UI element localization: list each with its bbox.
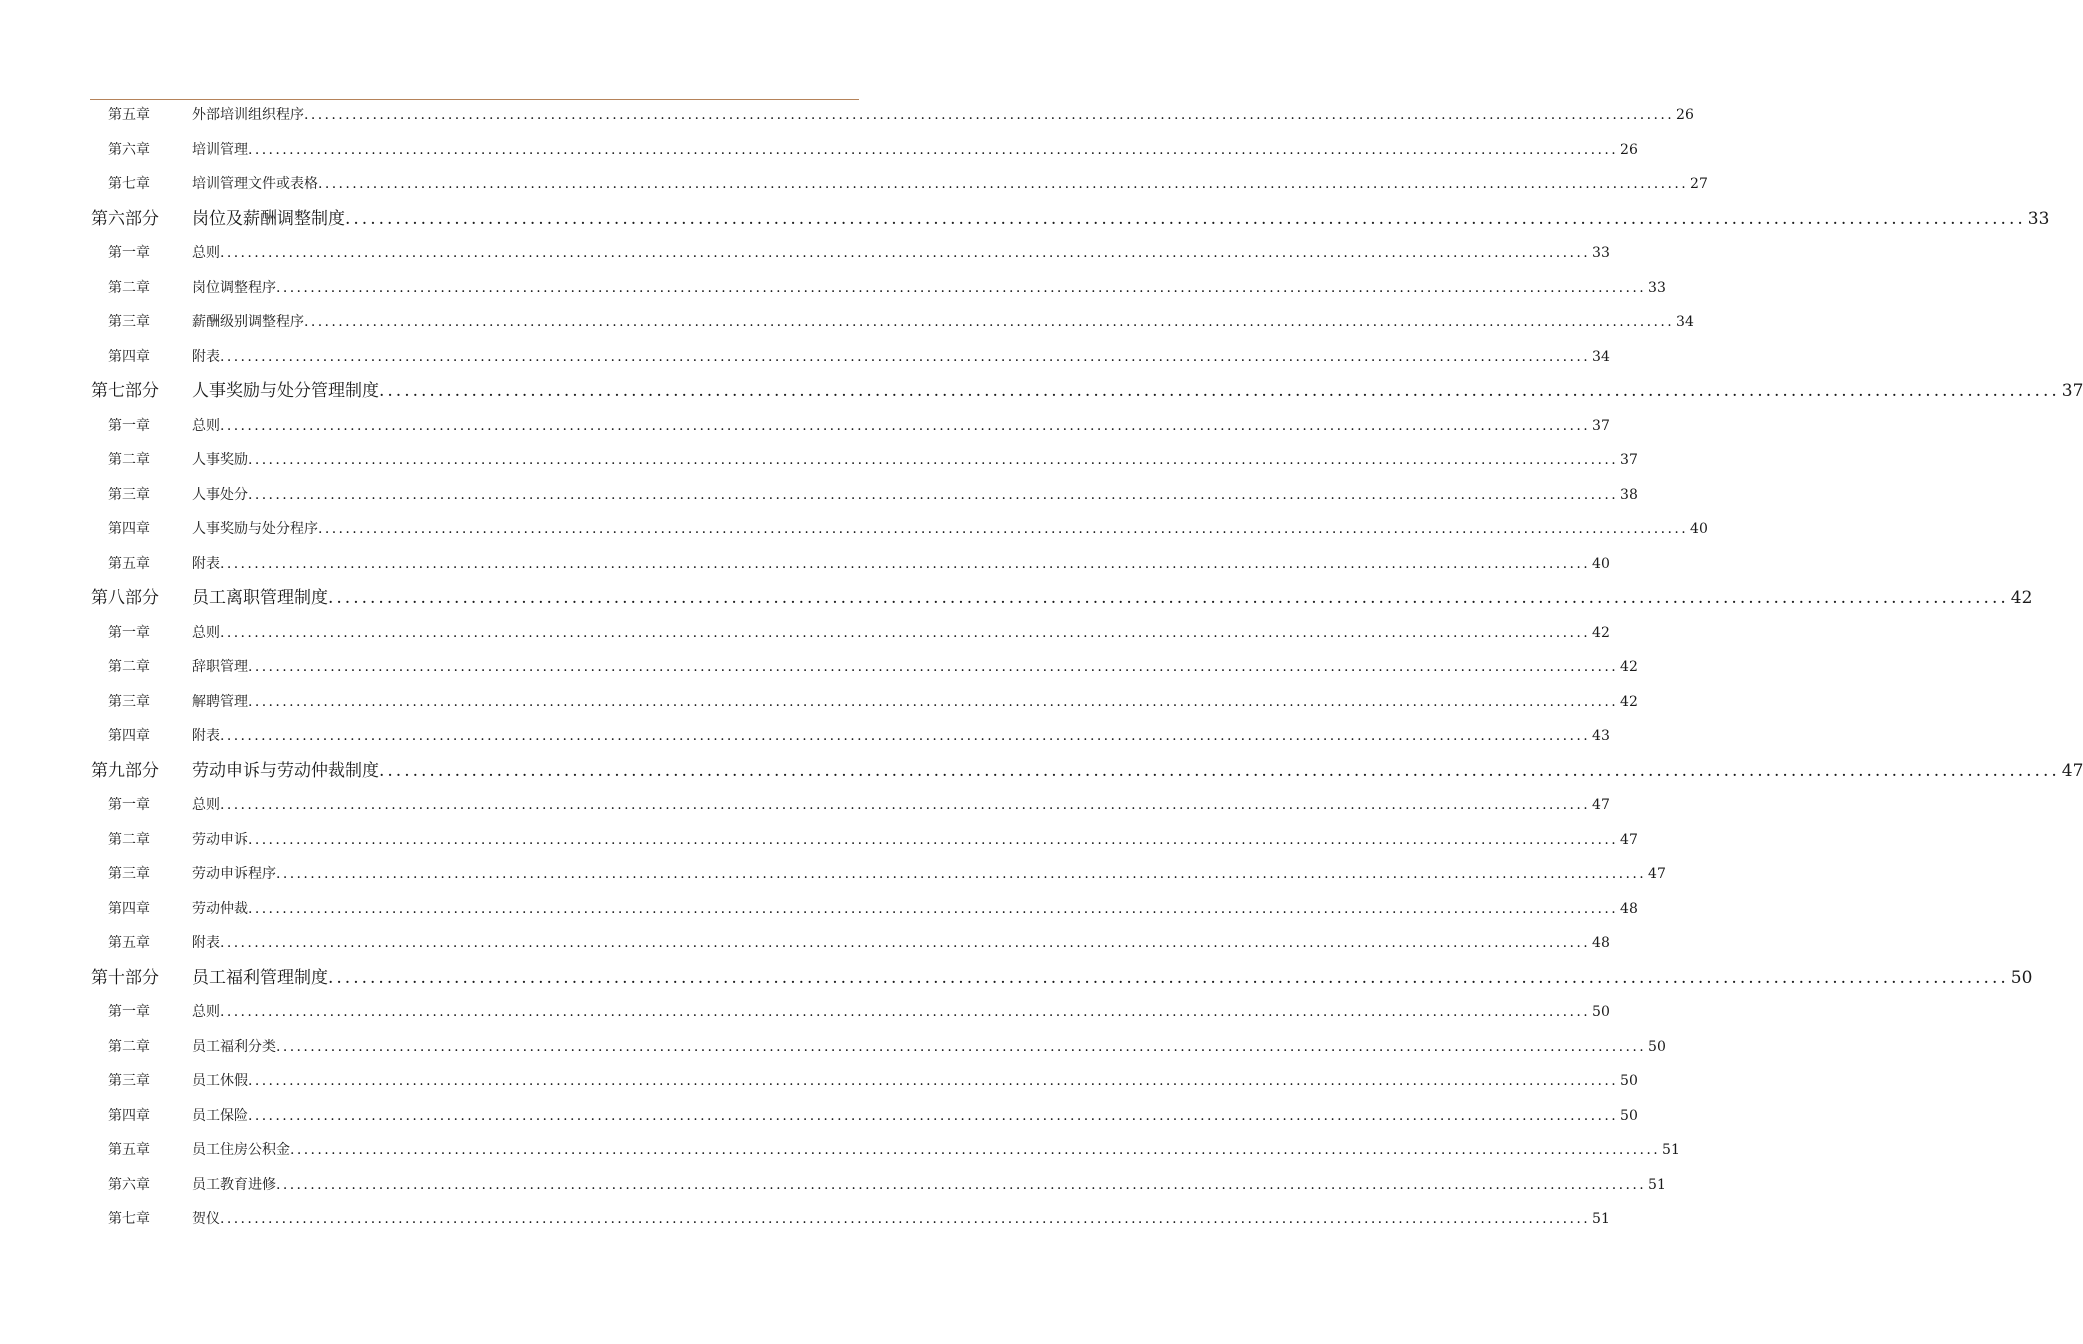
- toc-dot-leader: ........................................................................................................................................................................................................: [328, 967, 2009, 988]
- toc-entry-line: [192, 236, 1610, 270]
- toc-entry-title: 人事奖励: [192, 452, 248, 468]
- toc-page-number: 50: [2010, 967, 2033, 988]
- toc-entry-title: 岗位及薪酬调整制度: [192, 208, 345, 229]
- toc-chapter-entry[interactable]: [0, 305, 1694, 339]
- toc-entry-title: 员工保险: [192, 1107, 248, 1124]
- toc-entry-number: 第八部分: [91, 588, 159, 608]
- toc-entry-line: [192, 409, 1610, 443]
- toc-entry-title: 员工教育进修: [192, 1176, 276, 1193]
- toc-entry-title: 培训管理: [192, 141, 248, 158]
- toc-entry-number: 第六部分: [91, 208, 159, 229]
- toc-entry-line: [192, 1133, 1680, 1167]
- toc-page-number: 37: [1592, 417, 1610, 434]
- toc-dot-leader: ........................................................................................................................................................................................................: [248, 452, 1619, 468]
- toc-dot-leader: ........................................................................................................................................................................................................: [318, 176, 1689, 192]
- toc-part-entry[interactable]: [0, 581, 2033, 615]
- toc-chapter-entry[interactable]: [0, 823, 1638, 857]
- toc-entry-line: [192, 167, 1708, 201]
- toc-page-number: 51: [1648, 1176, 1666, 1193]
- toc-chapter-entry[interactable]: [0, 616, 1610, 650]
- toc-entry-number: 第五章: [108, 107, 150, 123]
- toc-chapter-entry[interactable]: [0, 995, 1610, 1029]
- toc-entry-title: 总则: [192, 624, 220, 641]
- toc-entry-number: 第六章: [108, 141, 150, 158]
- toc-entry-number: 第九部分: [91, 760, 159, 781]
- toc-dot-leader: ........................................................................................................................................................................................................: [304, 314, 1675, 330]
- toc-entry-title: 员工休假: [192, 1073, 248, 1089]
- toc-chapter-entry[interactable]: [0, 512, 1708, 546]
- toc-chapter-entry[interactable]: [0, 650, 1638, 684]
- toc-page-number: 47: [2061, 760, 2083, 781]
- toc-page-number: 34: [1676, 314, 1694, 330]
- toc-entry-line: [192, 547, 1610, 581]
- toc-entry-title: 解聘管理: [192, 693, 248, 710]
- toc-dot-leader: ........................................................................................................................................................................................................: [220, 1004, 1591, 1020]
- toc-entry-number: 第二章: [108, 1038, 150, 1055]
- toc-entry-line: [192, 98, 1694, 132]
- toc-entry-number: 第五章: [108, 1142, 150, 1158]
- toc-entry-number: 第五章: [108, 555, 150, 572]
- toc-page-number: 47: [1620, 831, 1638, 848]
- toc-entry-title: 附表: [192, 728, 220, 744]
- toc-dot-leader: ........................................................................................................................................................................................................: [318, 521, 1689, 537]
- toc-entry-title: 员工离职管理制度: [192, 588, 328, 608]
- toc-entry-number: 第五章: [108, 935, 150, 951]
- toc-dot-leader: ........................................................................................................................................................................................................: [379, 760, 2060, 781]
- toc-chapter-entry[interactable]: [0, 443, 1638, 477]
- toc-part-entry[interactable]: [0, 961, 2033, 995]
- toc-chapter-entry[interactable]: [0, 719, 1610, 753]
- toc-entry-number: 第七章: [108, 176, 150, 192]
- toc-page-number: 50: [1620, 1107, 1638, 1124]
- toc-dot-leader: ........................................................................................................................................................................................................: [220, 624, 1591, 641]
- toc-entry-line: [192, 340, 1610, 374]
- toc-entry-title: 员工福利管理制度: [192, 967, 328, 988]
- toc-dot-leader: ........................................................................................................................................................................................................: [248, 486, 1619, 503]
- toc-page-number: 48: [1592, 935, 1610, 951]
- toc-page-number: 27: [1690, 176, 1708, 192]
- toc-entry-line: [192, 1168, 1666, 1202]
- toc-entry-number: 第十部分: [91, 967, 159, 988]
- toc-dot-leader: ........................................................................................................................................................................................................: [248, 1107, 1619, 1124]
- toc-entry-title: 总则: [192, 417, 220, 434]
- toc-entry-line: [192, 1030, 1666, 1064]
- toc-entry-number: 第二章: [108, 659, 150, 675]
- toc-entry-title: 附表: [192, 935, 220, 951]
- toc-entry-line: [192, 719, 1610, 753]
- toc-entry-title: 薪酬级别调整程序: [192, 314, 304, 330]
- toc-chapter-entry[interactable]: [0, 236, 1610, 270]
- toc-entry-title: 培训管理文件或表格: [192, 176, 318, 192]
- toc-dot-leader: ........................................................................................................................................................................................................: [220, 417, 1591, 434]
- toc-entry-number: 第一章: [108, 797, 150, 813]
- toc-part-entry[interactable]: [0, 754, 2083, 788]
- toc-page-number: 42: [1592, 624, 1610, 641]
- toc-entry-title: 劳动仲裁: [192, 900, 248, 917]
- toc-entry-number: 第一章: [108, 1004, 150, 1020]
- toc-chapter-entry[interactable]: [0, 1168, 1666, 1202]
- toc-entry-title: 人事奖励与处分管理制度: [192, 381, 379, 401]
- toc-chapter-entry[interactable]: [0, 547, 1610, 581]
- toc-entry-line: [192, 616, 1610, 650]
- toc-entry-title: 总则: [192, 245, 220, 261]
- toc-entry-number: 第四章: [108, 348, 150, 365]
- toc-page-number: 40: [1690, 521, 1708, 537]
- toc-page-number: 33: [2027, 208, 2050, 229]
- toc-entry-line: [192, 443, 1638, 477]
- toc-entry-line: [192, 478, 1638, 512]
- toc-dot-leader: ........................................................................................................................................................................................................: [248, 659, 1619, 675]
- toc-entry-number: 第三章: [108, 866, 150, 882]
- toc-page-number: 37: [2061, 381, 2083, 401]
- toc-dot-leader: ........................................................................................................................................................................................................: [248, 900, 1619, 917]
- toc-chapter-entry[interactable]: [0, 271, 1666, 305]
- toc-entry-number: 第四章: [108, 728, 150, 744]
- toc-entry-title: 劳动申诉程序: [192, 866, 276, 882]
- toc-entry-title: 人事处分: [192, 486, 248, 503]
- toc-dot-leader: ........................................................................................................................................................................................................: [328, 588, 2009, 608]
- toc-entry-title: 总则: [192, 797, 220, 813]
- toc-chapter-entry[interactable]: [0, 1099, 1638, 1133]
- toc-entry-number: 第二章: [108, 452, 150, 468]
- toc-page-number: 42: [1620, 693, 1638, 710]
- toc-entry-line: [192, 1099, 1638, 1133]
- toc-chapter-entry[interactable]: [0, 892, 1638, 926]
- toc-dot-leader: ........................................................................................................................................................................................................: [290, 1142, 1661, 1158]
- toc-chapter-entry[interactable]: [0, 167, 1708, 201]
- toc-entry-number: 第三章: [108, 1073, 150, 1089]
- toc-dot-leader: ........................................................................................................................................................................................................: [248, 1073, 1619, 1089]
- toc-page-number: 37: [1620, 452, 1638, 468]
- toc-dot-leader: ........................................................................................................................................................................................................: [220, 728, 1591, 744]
- toc-dot-leader: ........................................................................................................................................................................................................: [248, 141, 1619, 158]
- toc-page-number: 42: [1620, 659, 1638, 675]
- toc-entry-number: 第四章: [108, 521, 150, 537]
- toc-entry-line: [192, 1202, 1610, 1236]
- toc-page-number: 51: [1592, 1211, 1610, 1227]
- toc-entry-line: [192, 305, 1694, 339]
- toc-entry-line: [192, 961, 2033, 995]
- toc-entry-line: [192, 754, 2083, 788]
- toc-entry-title: 贺仪: [192, 1211, 220, 1227]
- toc-dot-leader: ........................................................................................................................................................................................................: [276, 1176, 1647, 1193]
- toc-entry-line: [192, 857, 1666, 891]
- toc-chapter-entry[interactable]: [0, 133, 1638, 167]
- toc-entry-line: [192, 1064, 1638, 1098]
- toc-entry-line: [192, 650, 1638, 684]
- toc-entry-title: 附表: [192, 555, 220, 572]
- toc-dot-leader: ........................................................................................................................................................................................................: [248, 831, 1619, 848]
- toc-page-number: 33: [1648, 279, 1666, 296]
- toc-entry-line: [192, 995, 1610, 1029]
- toc-dot-leader: ........................................................................................................................................................................................................: [248, 693, 1619, 710]
- toc-dot-leader: ........................................................................................................................................................................................................: [304, 107, 1675, 123]
- toc-entry-line: [192, 788, 1610, 822]
- toc-entry-line: [192, 926, 1610, 960]
- toc-page-number: 51: [1662, 1142, 1680, 1158]
- toc-page-number: 50: [1648, 1038, 1666, 1055]
- toc-page-number: 50: [1592, 1004, 1610, 1020]
- toc-dot-leader: ........................................................................................................................................................................................................: [276, 279, 1647, 296]
- toc-chapter-entry[interactable]: [0, 857, 1666, 891]
- toc-dot-leader: ........................................................................................................................................................................................................: [220, 1211, 1591, 1227]
- toc-entry-number: 第七章: [108, 1211, 150, 1227]
- toc-chapter-entry[interactable]: [0, 788, 1610, 822]
- toc-entry-title: 员工住房公积金: [192, 1142, 290, 1158]
- toc-entry-number: 第四章: [108, 1107, 150, 1124]
- toc-chapter-entry[interactable]: [0, 1133, 1680, 1167]
- toc-dot-leader: ........................................................................................................................................................................................................: [276, 1038, 1647, 1055]
- toc-part-entry[interactable]: [0, 374, 2083, 408]
- toc-entry-title: 总则: [192, 1004, 220, 1020]
- toc-chapter-entry[interactable]: [0, 1064, 1638, 1098]
- toc-entry-number: 第三章: [108, 486, 150, 503]
- toc-chapter-entry[interactable]: [0, 98, 1694, 132]
- toc-dot-leader: ........................................................................................................................................................................................................: [220, 555, 1591, 572]
- toc-page-number: 33: [1592, 245, 1610, 261]
- toc-entry-title: 人事奖励与处分程序: [192, 521, 318, 537]
- toc-entry-number: 第三章: [108, 314, 150, 330]
- toc-entry-number: 第一章: [108, 624, 150, 641]
- toc-dot-leader: ........................................................................................................................................................................................................: [379, 381, 2060, 401]
- toc-entry-number: 第三章: [108, 693, 150, 710]
- toc-entry-number: 第二章: [108, 279, 150, 296]
- toc-page-number: 34: [1592, 348, 1610, 365]
- toc-entry-title: 岗位调整程序: [192, 279, 276, 296]
- toc-entry-number: 第六章: [108, 1176, 150, 1193]
- toc-chapter-entry[interactable]: [0, 478, 1638, 512]
- toc-page-number: 43: [1592, 728, 1610, 744]
- toc-page-number: 48: [1620, 900, 1638, 917]
- toc-chapter-entry[interactable]: [0, 926, 1610, 960]
- toc-entry-line: [192, 271, 1666, 305]
- toc-entry-number: 第二章: [108, 831, 150, 848]
- toc-entry-title: 附表: [192, 348, 220, 365]
- toc-entry-line: [192, 823, 1638, 857]
- toc-page-number: 38: [1620, 486, 1638, 503]
- toc-dot-leader: ........................................................................................................................................................................................................: [220, 245, 1591, 261]
- toc-page-number: 50: [1620, 1073, 1638, 1089]
- toc-entry-number: 第一章: [108, 417, 150, 434]
- toc-page-number: 26: [1676, 107, 1694, 123]
- toc-chapter-entry[interactable]: [0, 1202, 1610, 1236]
- toc-page-number: 47: [1648, 866, 1666, 882]
- toc-chapter-entry[interactable]: [0, 1030, 1666, 1064]
- toc-dot-leader: ........................................................................................................................................................................................................: [220, 797, 1591, 813]
- toc-entry-line: [192, 581, 2033, 615]
- toc-page-number: 26: [1620, 141, 1638, 158]
- toc-entry-line: [192, 512, 1708, 546]
- toc-entry-title: 员工福利分类: [192, 1038, 276, 1055]
- toc-dot-leader: ........................................................................................................................................................................................................: [220, 348, 1591, 365]
- toc-entry-number: 第四章: [108, 900, 150, 917]
- toc-page-number: 40: [1592, 555, 1610, 572]
- toc-entry-title: 劳动申诉: [192, 831, 248, 848]
- toc-chapter-entry[interactable]: [0, 340, 1610, 374]
- toc-chapter-entry[interactable]: [0, 409, 1610, 443]
- toc-dot-leader: ........................................................................................................................................................................................................: [276, 866, 1647, 882]
- toc-entry-title: 外部培训组织程序: [192, 107, 304, 123]
- toc-part-entry[interactable]: [0, 202, 2050, 236]
- toc-dot-leader: ........................................................................................................................................................................................................: [345, 208, 2026, 229]
- toc-entry-title: 辞职管理: [192, 659, 248, 675]
- toc-entry-number: 第七部分: [91, 381, 159, 401]
- toc-entry-title: 劳动申诉与劳动仲裁制度: [192, 760, 379, 781]
- toc-entry-number: 第一章: [108, 245, 150, 261]
- toc-page-number: 42: [2010, 588, 2033, 608]
- toc-entry-line: [192, 374, 2083, 408]
- toc-entry-line: [192, 685, 1638, 719]
- toc-page-number: 47: [1592, 797, 1610, 813]
- toc-entry-line: [192, 892, 1638, 926]
- toc-chapter-entry[interactable]: [0, 685, 1638, 719]
- toc-dot-leader: ........................................................................................................................................................................................................: [220, 935, 1591, 951]
- toc-entry-line: [192, 202, 2050, 236]
- toc-entry-line: [192, 133, 1638, 167]
